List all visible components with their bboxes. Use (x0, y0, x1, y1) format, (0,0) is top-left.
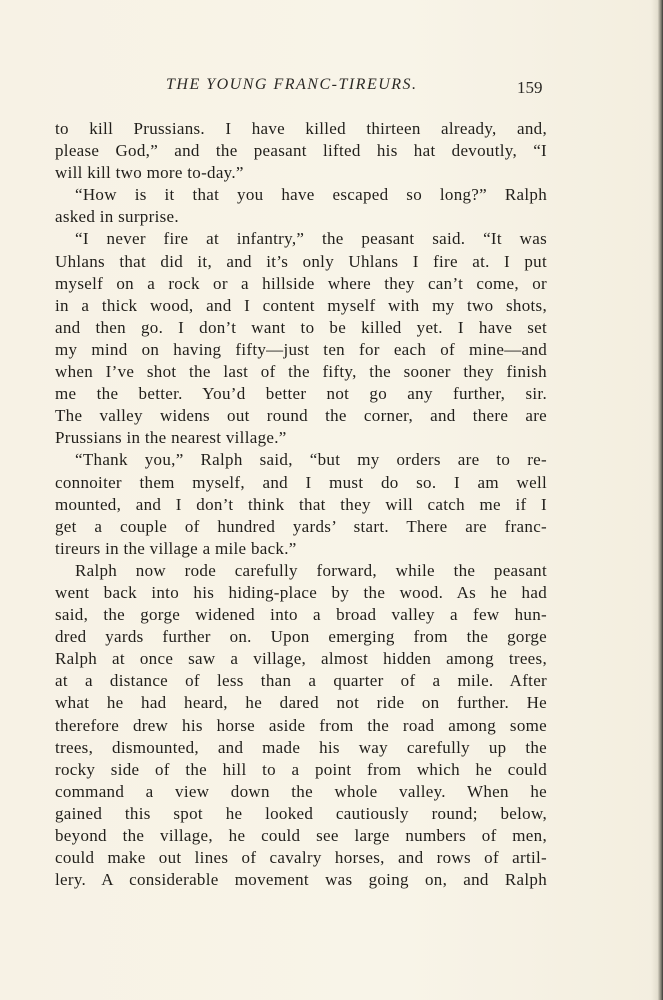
text-line: Ralph now rode carefully forward, while the peasant (75, 560, 547, 580)
text-line: mounted, and I don’t think that they will catch me if I (55, 494, 547, 514)
text-line: could make out lines of cavalry horses, and rows of artil- (55, 848, 547, 868)
text-line: Uhlans that did it, and it’s only Uhlans I fire at. I put (55, 251, 547, 271)
text-line: myself on a rock or a hillside where they can’t come, or (55, 273, 547, 293)
text-line: what he had heard, he dared not ride on further. He (55, 693, 547, 713)
text-line: my mind on having fifty—just ten for each of mine—and (55, 339, 547, 359)
text-line: at a distance of less than a quarter of a mile. After (55, 671, 547, 691)
text-line: beyond the village, he could see large numbers of men, (55, 826, 547, 845)
text-line: rocky side of the hill to a point from which he could (55, 759, 547, 779)
text-line: said, the gorge widened into a broad valley a few hun- (55, 605, 547, 625)
text-line: to kill Prussians. I have killed thirteen already, and, (55, 119, 547, 138)
text-line: and then go. I don’t want to be killed yet. I have set (55, 317, 547, 337)
text-line: went back into his hiding-place by the wood. As he had (55, 582, 547, 602)
page-number: 159 (517, 78, 543, 97)
text-line: please God,” and the peasant lifted his hat devoutly, “I (55, 141, 547, 161)
text-line: command a view down the whole valley. When he (55, 781, 547, 801)
text-line: asked in surprise. (55, 207, 179, 227)
text-line: The valley widens out round the corner, and there are (55, 406, 547, 426)
text-line: dred yards further on. Upon emerging from the gorge (55, 627, 547, 647)
text-line: “How is it that you have escaped so long?” Ralph (75, 185, 547, 205)
text-line: me the better. You’d better not go any further, sir. (55, 384, 547, 404)
text-line: will kill two more to-day.” (55, 163, 244, 183)
text-line: Prussians in the nearest village.” (55, 428, 287, 448)
text-line: lery. A considerable movement was going on, and Ralph (55, 870, 547, 890)
running-title: THE YOUNG FRANC-TIREURS. (166, 76, 418, 93)
body-text (55, 118, 547, 891)
text-line: “I never fire at infantry,” the peasant said. “It was (75, 229, 547, 249)
text-line: tireurs in the village a mile back.” (55, 538, 297, 558)
page-edge-shadow (651, 0, 663, 1000)
text-line: get a couple of hundred yards’ start. There are franc- (55, 516, 547, 536)
text-line: connoiter them myself, and I must do so. I am well (55, 472, 547, 492)
text-line: trees, dismounted, and made his way carefully up the (55, 737, 547, 757)
running-header (0, 76, 663, 100)
text-line: in a thick wood, and I content myself with my two shots, (55, 295, 547, 315)
text-line: when I’ve shot the last of the fifty, the sooner they finish (55, 362, 547, 382)
text-line: therefore drew his horse aside from the road among some (55, 715, 547, 735)
text-line: Ralph at once saw a village, almost hidden among trees, (55, 649, 547, 669)
text-line: gained this spot he looked cautiously round; below, (55, 803, 547, 823)
text-line: “Thank you,” Ralph said, “but my orders are to re- (75, 450, 547, 470)
